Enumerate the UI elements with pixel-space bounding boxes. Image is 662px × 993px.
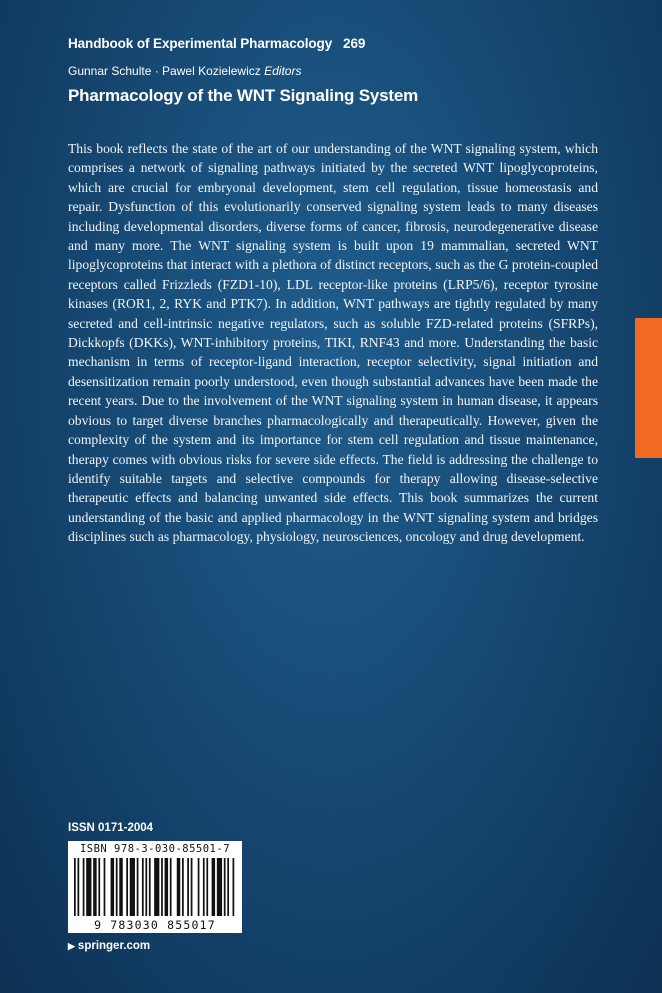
barcode-bar: [119, 858, 122, 916]
barcode: [68, 841, 242, 933]
triangle-arrow-icon: ▶: [68, 941, 75, 951]
barcode-bar: [142, 858, 144, 916]
barcode-digits: 9 783030 855017: [94, 918, 216, 932]
barcode-bar: [233, 858, 235, 916]
barcode-bar: [149, 858, 151, 916]
isbn-text: ISBN 978-3-030-85501-7: [79, 843, 231, 855]
site-url: springer.com: [77, 940, 151, 952]
editors-line: [68, 64, 301, 78]
editors-role: Editors: [264, 64, 302, 78]
barcode-bar: [77, 858, 79, 916]
issn-label: ISSN 0171-2004: [68, 822, 154, 834]
barcode-bar: [227, 858, 229, 916]
barcode-bar: [83, 858, 85, 916]
barcode-bar: [104, 858, 106, 916]
barcode-bar: [191, 858, 193, 916]
barcode-bar: [154, 858, 159, 916]
barcode-bar: [224, 858, 226, 916]
barcode-bar: [137, 858, 139, 916]
orange-side-tab: [635, 318, 662, 458]
barcode-bar: [145, 858, 147, 916]
barcode-bar: [170, 858, 172, 916]
barcode-bar: [86, 858, 91, 916]
barcode-bars: [74, 858, 236, 916]
barcode-bar: [130, 858, 135, 916]
barcode-bar: [165, 858, 168, 916]
publisher-site: [68, 940, 150, 952]
barcode-bar: [203, 858, 205, 916]
series-title: Handbook of Experimental Pharmacology 269: [68, 36, 366, 51]
book-title: Pharmacology of the WNT Signaling System: [68, 86, 418, 105]
barcode-bar: [93, 858, 96, 916]
barcode-bar: [98, 858, 100, 916]
barcode-bar: [187, 858, 189, 916]
barcode-bar: [161, 858, 163, 916]
barcode-bar: [217, 858, 222, 916]
barcode-bar: [126, 858, 128, 916]
editor-names: Gunnar Schulte · Pawel Kozielewicz: [68, 64, 261, 78]
barcode-bar: [212, 858, 215, 916]
barcode-bar: [111, 858, 114, 916]
barcode-bar: [74, 858, 76, 916]
barcode-bar: [177, 858, 180, 916]
barcode-bar: [182, 858, 184, 916]
book-description: This book reflects the state of the art of our understanding of the WNT signaling system, which comprises a network of signaling pathways initiated by the secreted WNT lipoglycoproteins, which are crucial for embryonal development, stem cell regulation, tissue homeostasis and repair. Dysfunction of this evolutionarily conserved signaling system leads to many diseases including developmental disorders, diverse forms of cancer, fibrosis, neurodegenerative disease and many more. The WNT signaling system is built upon 19 mammalian, secreted WNT lipoglycoproteins that interact with a plethora of distinct receptors, such as the G protein-coupled receptors called Frizzleds (FZD1-10), LDL receptor-like proteins (LRP5/6), receptor tyrosine kinases (ROR1, 2, RYK and PTK7). In addition, WNT pathways are tightly regulated by many secreted and cell-intrinsic negative regulators, such as soluble FZD-related proteins (SFRPs), Dickkopfs (DKKs), WNT-inhibitory proteins, TIKI, RNF43 and more. Understanding the basic mechanism in terms of receptor-ligand interaction, receptor selectivity, signal initiation and desensitization remain poorly understood, even though substantial advances have been made the recent years. Due to the involvement of the WNT signaling system in human disease, it appears obvious to target diverse branches pharmacologically and therapeutically. However, given the complexity of the system and its importance for stem cell regulation and tissue maintenance, therapy comes with obvious risks for severe side effects. The field is addressing the challenge to identify suitable targets and selective compounds for therapy allowing disease-selective therapeutic effects and balancing unwanted side effects. This book summarizes the current understanding of the basic and applied pharmacology in the WNT signaling system and bridges disciplines such as pharmacology, physiology, neurosciences, oncology and drug development.: [68, 141, 598, 545]
barcode-bar: [116, 858, 118, 916]
barcode-bar: [206, 858, 208, 916]
barcode-bar: [198, 858, 200, 916]
